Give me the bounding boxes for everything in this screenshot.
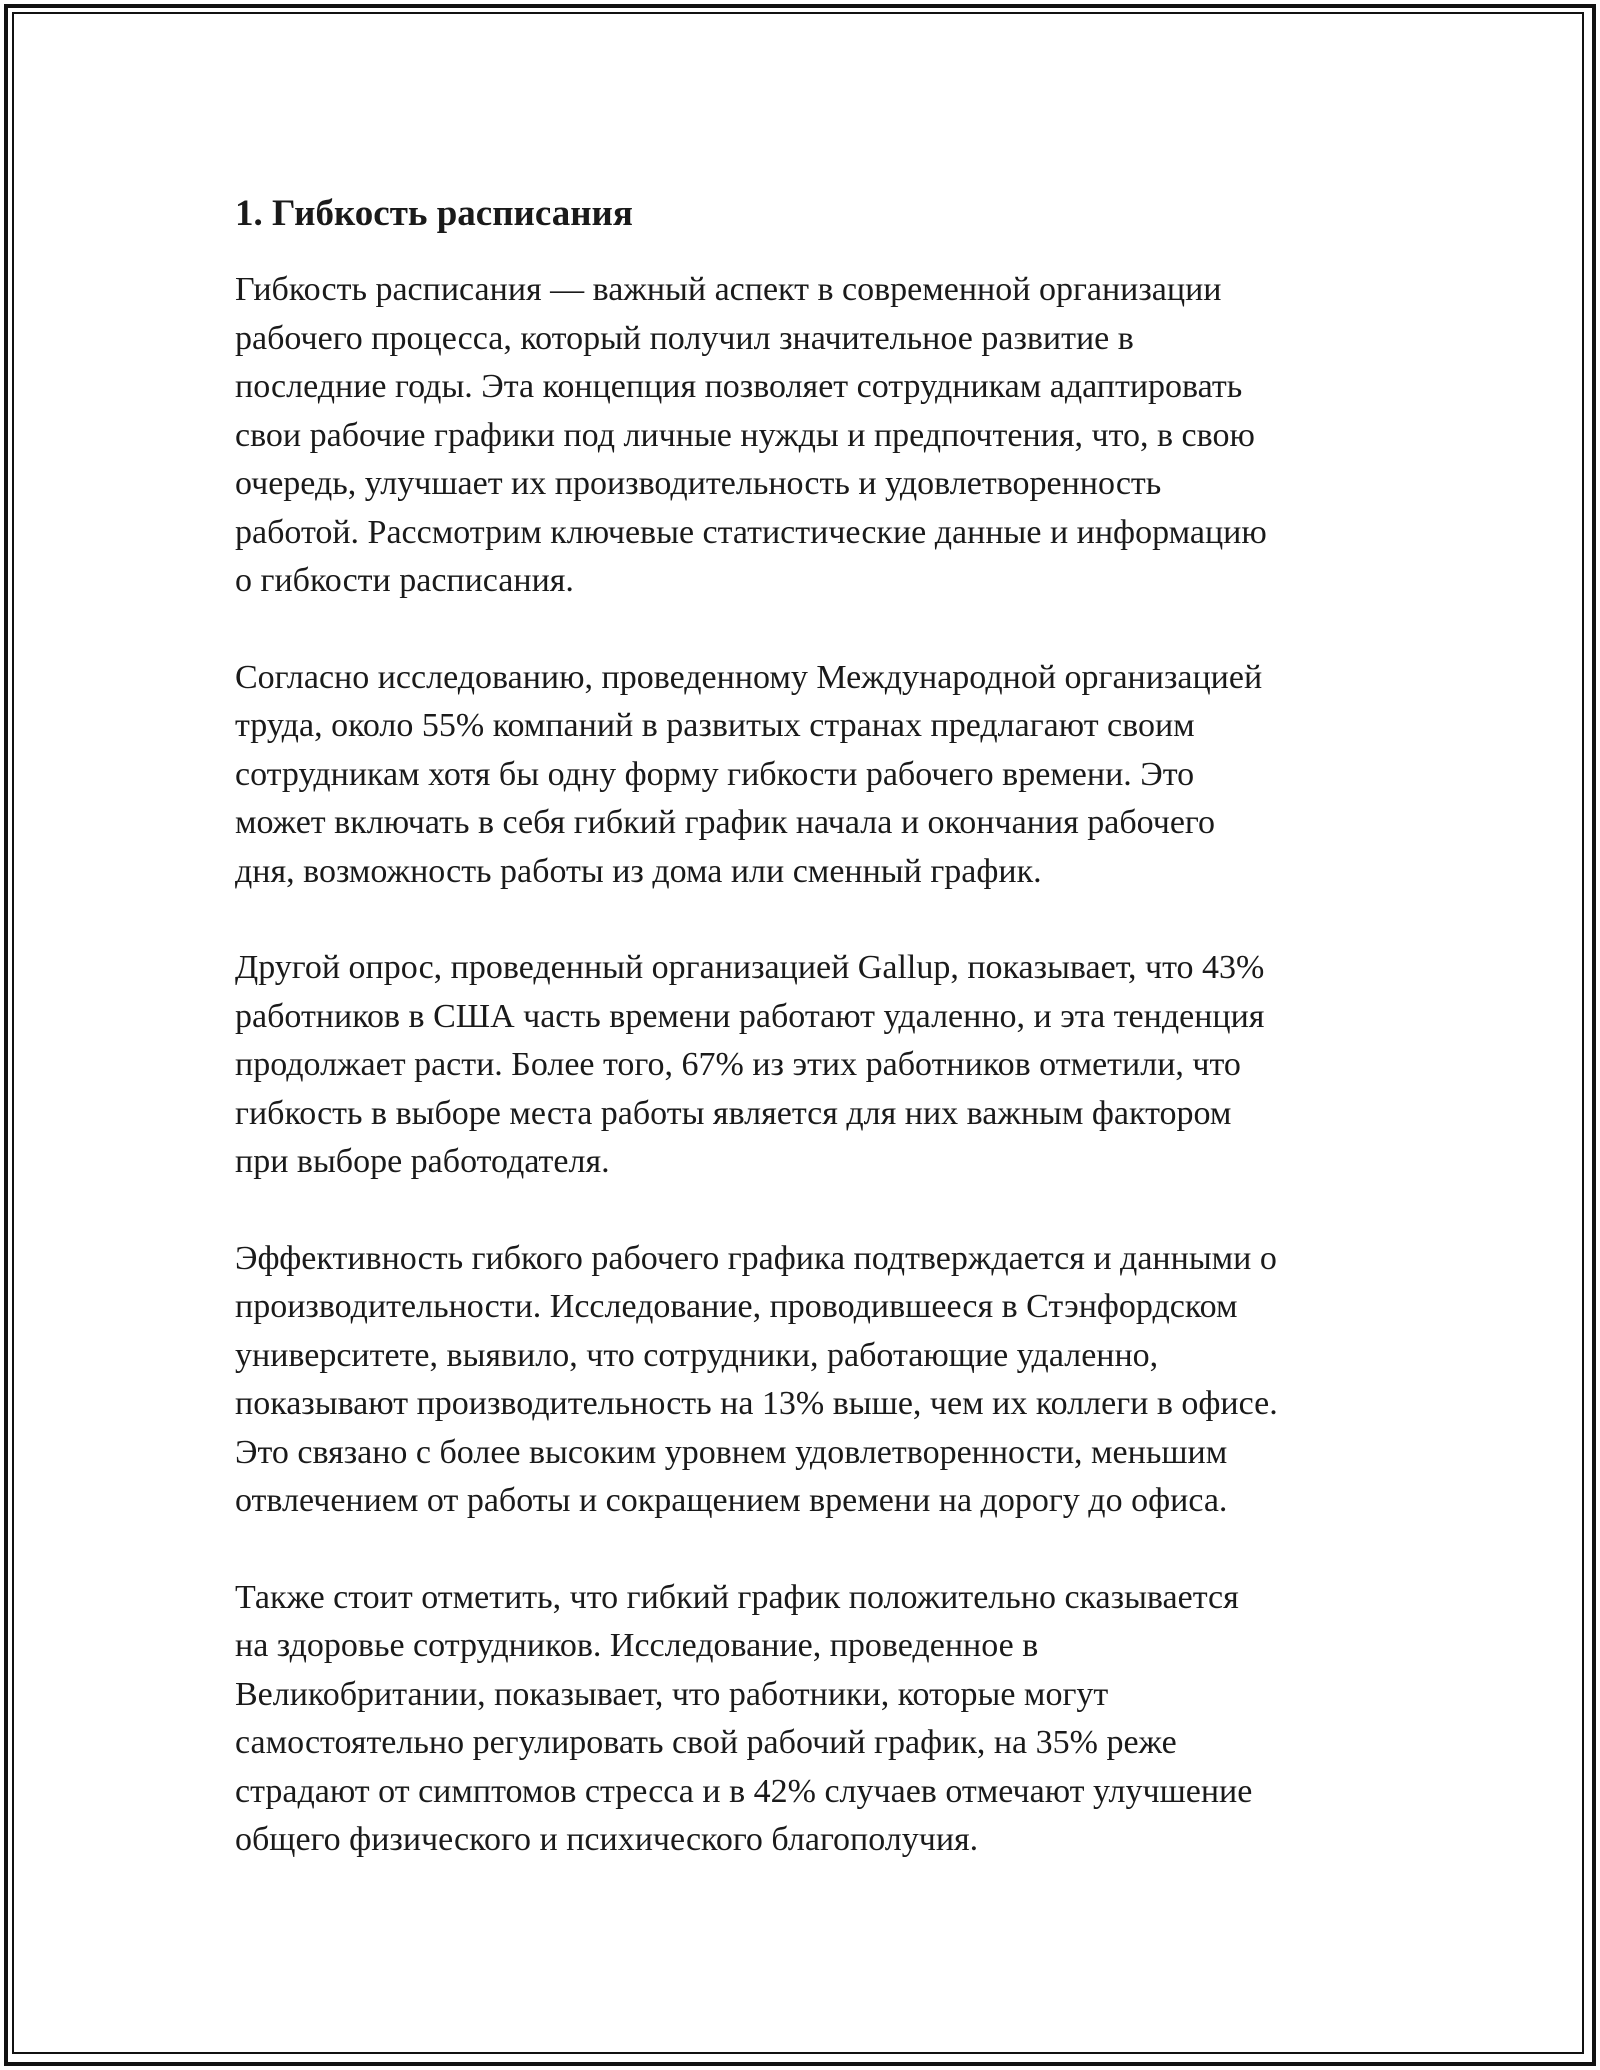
document-body [235, 190, 1375, 1913]
paragraph-intro: Гибкость расписания — важный аспект в современной организации рабочего процесса, который получил значительное развитие в последние годы. Эта концепция позволяет сотрудникам адаптировать свои рабочие графики под личные нужды и предпочтения, что, в свою очередь, улучшает их производительность и удовлетворенность работой. Рассмотрим ключевые статистические данные и информацию о гибкости расписания. [235, 271, 1267, 599]
paragraph-ilo-study: Согласно исследованию, проведенному Международной организацией труда, около 55% компаний в развитых странах предлагают своим сотрудникам хотя бы одну форму гибкости рабочего времени. Это может включать в себя гибкий график начала и окончания рабочего дня, возможность работы из дома или сменный график. [235, 658, 1263, 890]
section-heading: 1. Гибкость расписания [235, 193, 633, 234]
paragraph-gallup-survey: Другой опрос, проведенный организацией Gallup, показывает, что 43% работников в США часть времени работают удаленно, и эта тенденция продолжает расти. Более того, 67% из этих работников отметили, что гибкость в выборе места работы является для них важным фактором при выборе работодателя. [235, 949, 1265, 1180]
paragraph-stanford-study: Эффективность гибкого рабочего графика подтверждается и данными о производительности. Исследование, проводившееся в Стэнфордском университете, выявило, что сотрудники, работающие удаленно, показывают производительность на 13% выше, чем их коллеги в офисе. Это связано с более высоким уровнем удовлетворенности, меньшим отвлечением от работы и сокращением времени на дорогу до офиса. [235, 1239, 1278, 1519]
paragraph-uk-study: Также стоит отметить, что гибкий график положительно сказывается на здоровье сотрудников. Исследование, проведенное в Великобритании, показывает, что работники, которые могут самостоятельно регулировать свой рабочий график, на 35% реже страдают от симптомов стресса и в 42% случаев отмечают улучшение общего физического и психического благополучия. [235, 1578, 1253, 1858]
